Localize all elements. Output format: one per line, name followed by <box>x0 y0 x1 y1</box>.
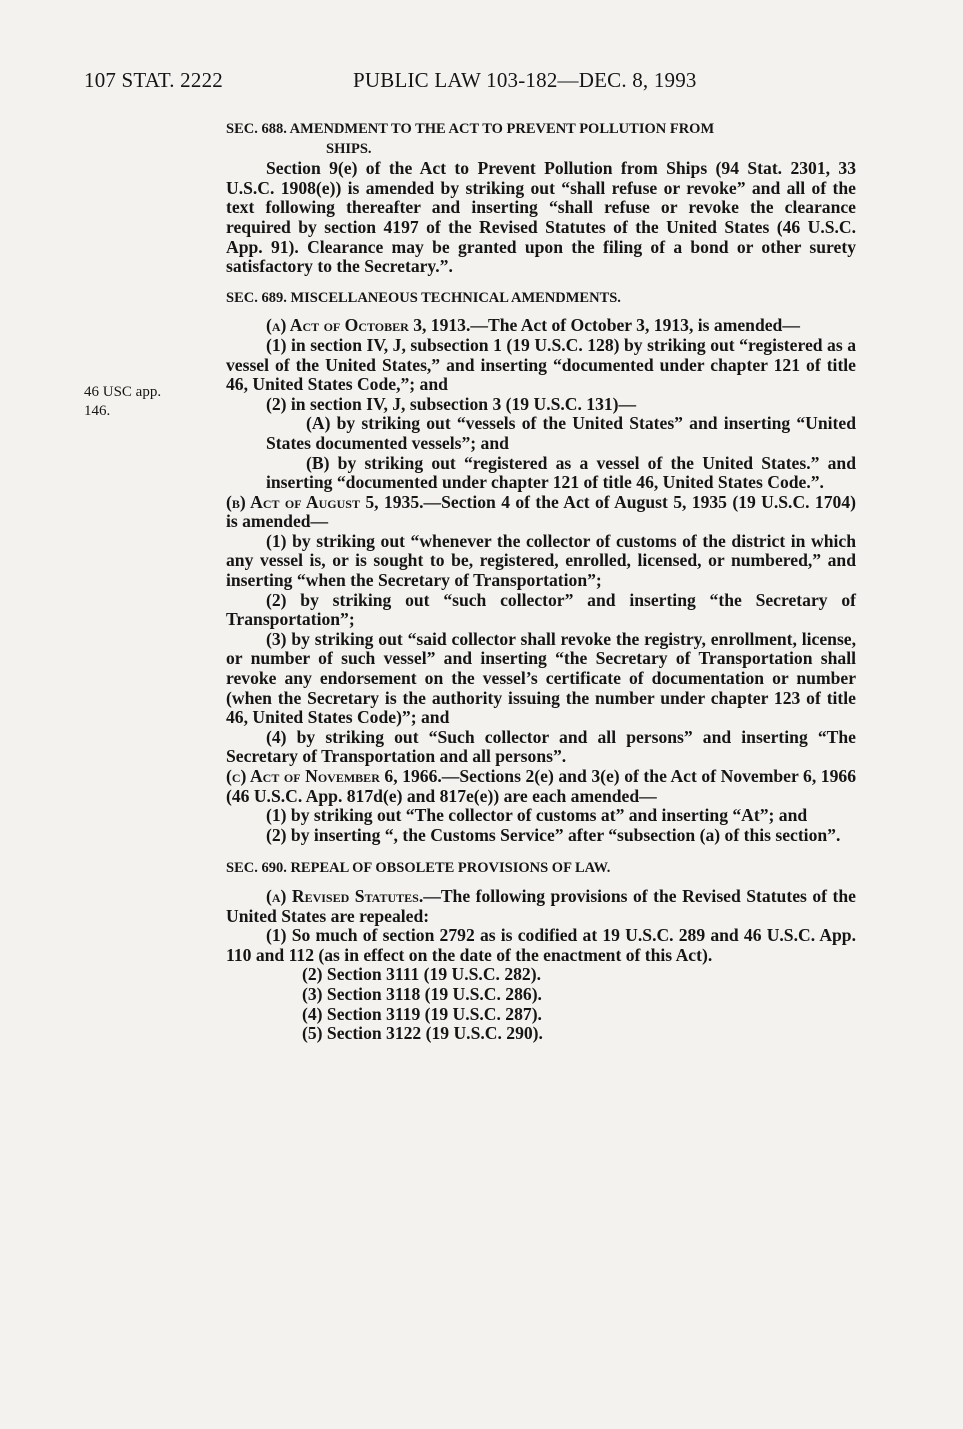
margin-note-line1: 46 USC app. <box>84 384 162 400</box>
sec-688-text: Section 9(e) of the Act to Prevent Pollution from Ships (94 Stat. 2301, 33 U.S.C. 1908(e)) is amended by striking out “shall refuse or revoke” and all of the text following thereafter and inserting “shall refuse or revoke the clearance required by section 4197 of the Revised Statutes of the United States (46 U.S.C. App. 91). Clearance may be granted upon the filing of a bond or other surety satisfactory to the Secretary.”. <box>226 158 856 277</box>
stat-page-number: 107 STAT. 2222 <box>84 68 223 92</box>
sec-689-c: (c) Act of November 6, 1966.—Sections 2(e) and 3(e) of the Act of November 6, 1966 (46 U.S.C. App. 817d(e) and 817e(e)) are each amended— <box>226 766 856 806</box>
sec-689-a2: (2) in section IV, J, subsection 3 (19 U.S.C. 131)— <box>266 393 637 414</box>
sec-689-b4: (4) by striking out “Such collector and all persons” and inserting “The Secretary of Transportation and all persons”. <box>226 726 856 767</box>
sec-689-c1: (1) by striking out “The collector of customs at” and inserting “At”; and <box>266 805 808 826</box>
sec-690-item2: (2) Section 3111 (19 U.S.C. 282). <box>302 964 541 985</box>
sec-690-heading: SEC. 690. REPEAL OF OBSOLETE PROVISIONS OF LAW. <box>226 860 611 877</box>
margin-note <box>84 383 204 421</box>
sec-690-item5: (5) Section 3122 (19 U.S.C. 290). <box>302 1023 543 1044</box>
sec-689-heading: SEC. 689. MISCELLANEOUS TECHNICAL AMENDMENTS. <box>226 289 621 306</box>
sec-689-a: (a) Act of October 3, 1913.—The Act of October 3, 1913, is amended— <box>266 315 800 336</box>
sec-690-item3: (3) Section 3118 (19 U.S.C. 286). <box>302 983 542 1004</box>
sec-689-a2B: (B) by striking out “registered as a vessel of the United States.” and inserting “documented under chapter 121 of title 46, United States Code.”. <box>266 452 856 493</box>
sec-689-b2: (2) by striking out “such collector” and inserting “the Secretary of Transportation”; <box>226 589 856 630</box>
sec-689-b1: (1) by striking out “whenever the collector of customs of the district in which any vessel is, or is sought to be, registered, enrolled, licensed, or numbered,” and inserting “when the Secretary of Transportation”; <box>226 530 856 591</box>
sec-689-a2A: (A) by striking out “vessels of the United States” and inserting “United States documented vessels”; and <box>266 413 856 453</box>
sec-689-b3: (3) by striking out “said collector shall revoke the registry, enrollment, license, or number of such vessel” and inserting “the Secretary of Transportation shall revoke any endorsement on the vessel’s certificate of documentation or number (when the Secretary is the authority issuing the number under chapter 123 of title 46, United States Code)”; and <box>226 628 856 728</box>
public-law-title: PUBLIC LAW 103-182—DEC. 8, 1993 <box>353 68 697 92</box>
margin-note-line2: 146. <box>84 403 111 419</box>
sec-690-a: (a) Revised Statutes.—The following provisions of the Revised Statutes of the United States are repealed: <box>226 885 856 926</box>
sec-690-item1: (1) So much of section 2792 as is codified at 19 U.S.C. 289 and 46 U.S.C. App. 110 and 112 (as in effect on the date of the enactment of this Act). <box>226 925 856 965</box>
sec-688-heading: SEC. 688. AMENDMENT TO THE ACT TO PREVENT POLLUTION FROM SHIPS. <box>226 121 715 157</box>
sec-689-a1: (1) in section IV, J, subsection 1 (19 U.S.C. 128) by striking out “registered as a vessel of the United States,” and inserting “documented under chapter 121 of title 46, United States Code,”; and <box>226 334 856 395</box>
sec-690-item4: (4) Section 3119 (19 U.S.C. 287). <box>302 1003 542 1024</box>
sec-689-b: (b) Act of August 5, 1935.—Section 4 of the Act of August 5, 1935 (19 U.S.C. 1704) is amended— <box>226 491 856 532</box>
sec-689-c2: (2) by inserting “, the Customs Service” after “subsection (a) of this section”. <box>266 824 841 845</box>
document-body <box>226 120 856 1044</box>
